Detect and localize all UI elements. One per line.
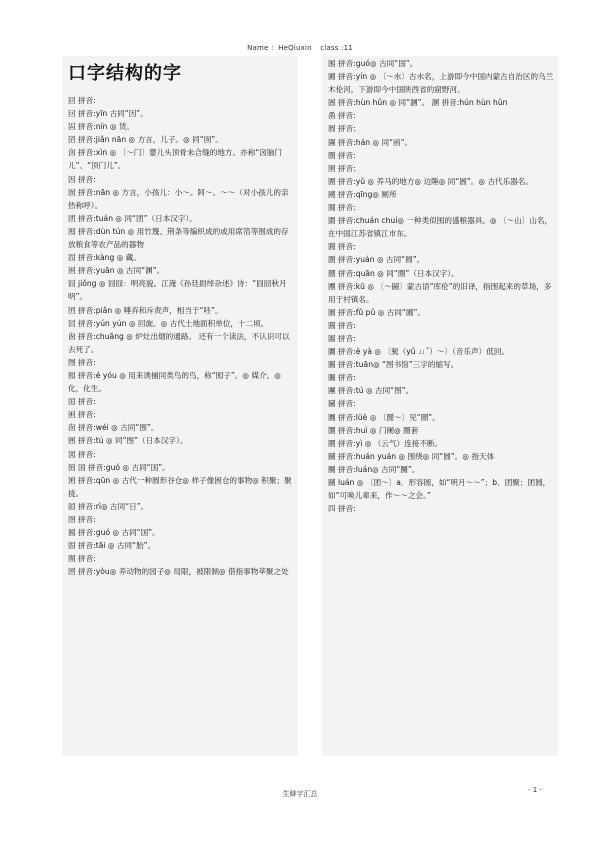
character-entry: 囿 拼音: [68, 554, 96, 564]
character-entry: 囦 拼音:yuān ◎ 古同“渊”。 [68, 266, 165, 276]
character-entry: 圜 拼音:yì ◎ （云气）连接不断。 [328, 438, 443, 448]
character-entry: 圔 拼音: [328, 333, 356, 343]
character-entry: 圞 拼音:luán◎ 古同“圞”。 [328, 464, 420, 474]
character-entry: 囯 拼音: [68, 397, 96, 407]
character-entry: 困 拼音: [68, 410, 96, 420]
character-entry: 圛 拼音:huì ◎ 门阑◎ 圈套 [328, 425, 419, 435]
character-entry: 團 拼音:tú ◎ 古同“图”。 [328, 386, 414, 396]
character-entry: 圖 拼音:tuān◎ “图书馆”三字的缩写。 [328, 360, 459, 370]
character-entry: 圑 拼音:kū ◎ 〔～圙〕蒙古语“库伦”的旧译，指围起来的草场，多用于村镇名。 [328, 281, 552, 304]
character-entry: 囜 拼音:nín ◎ 赁。 [68, 122, 135, 132]
character-entry: 圅 拼音: [328, 111, 356, 121]
character-entry: 圚 拼音:lüè ◎ 〔圐～〕见“圐”。 [328, 412, 440, 422]
character-entry: 囱 拼音:wéi ◎ 古同“围”。 [68, 423, 159, 433]
character-entry: 四 拼音: [328, 504, 356, 514]
character-entry: 囲 拼音:tú ◎ 同“图”（日本汉字）。 [68, 436, 188, 446]
left-entry-list [62, 94, 298, 578]
character-entry: 囮 拼音:é yóu ◎ 用来诱捕同类鸟的鸟，称“囮子”。◎ 媒介。◎ 化，化生。 [68, 370, 281, 394]
character-entry: 國 拼音:qīng◎ 厕所 [328, 189, 397, 199]
character-entry: 圏 拼音:yuán ◎ 古同“圆”。 [328, 255, 425, 265]
character-entry: 囡 拼音:nān ◎ 方言，小孩儿：小～。阿～。～～（对小孩儿的亲热称呼）。 [68, 187, 289, 210]
header-name: Name ：HeQiuxin [247, 44, 312, 52]
character-entry: 圉 拼音: [328, 163, 356, 173]
right-column [322, 56, 558, 756]
character-entry: 囷 拼音:qūn ◎ 古代一种圆形谷仓◎ 样子像困仓的事物◎ 积聚；聚拢。 [68, 475, 292, 498]
character-entry: 囤 拼音:dùn tún ◎ 用竹篾、荆条等编织成的或用席箔等围成的存放粮食等农产品的器物 [68, 226, 289, 250]
character-entry: 圃 拼音:yín ◎ 〔～水〕古水名，上游即今中国内蒙古自治区的乌兰木伦河，下游即今中国陕西省的窟野河。 [328, 72, 554, 95]
character-entry: 圀 拼音:yòu◎ 养动物的园子◎ 局限，被限制◎ 借指事物萃聚之处 [68, 567, 289, 577]
character-entry: 囪 拼音:chuāng ◎ 炉灶出烟的通路。 还有一个读法，不认识可以去死了。 [68, 331, 290, 354]
character-entry: 团 拼音:tuán ◎ 同“团”（日本汉字）。 [68, 213, 197, 223]
character-entry: 図 拼音: [68, 449, 96, 459]
character-entry: 圎 拼音: [328, 242, 356, 252]
page-number: - 1 - [528, 786, 542, 794]
character-entry: 囥 拼音:kàng ◎ 藏。 [68, 253, 141, 263]
character-entry: 囟 拼音:xìn ◎ 〔～门〕婴儿头顶骨未合缝的地方。亦称“囟脑门儿”、“顶门儿”。 [68, 148, 283, 171]
document-title: 口字结构的字 [68, 63, 182, 84]
character-entry: 囶 国 拼音:guó ◎ 古同“国”。 [68, 462, 170, 472]
character-entry: 園 拼音:fǔ pǔ ◎ 古同“圃”。 [328, 307, 425, 317]
character-entry: 圊 拼音:yǔ ◎ 养马的地方◎ 边陲◎ 同“圄”。◎ 古代乐器名。 [328, 176, 533, 186]
character-entry: 囻 拼音:guó ◎ 古同“国”。 [68, 528, 160, 538]
character-entry: 圙 拼音: [328, 399, 356, 409]
character-entry: 因 拼音: [68, 174, 96, 184]
character-entry: 回 拼音: [68, 96, 96, 105]
right-entry-list [322, 56, 558, 515]
character-entry: 囙 拼音:yīn 古同“因”。 [68, 109, 148, 119]
character-entry: 囹 拼音: [68, 515, 96, 524]
character-entry: 囩 拼音:yún yún ◎ 回旋。◎ 古代土地面积单位，十二顷。 [68, 318, 269, 328]
character-entry: 圓 拼音: [328, 320, 356, 330]
character-entry: 圐 拼音:quān ◎ 同“圈”（日本汉字）。 [328, 268, 459, 278]
character-entry: 圗 拼音: [328, 373, 356, 383]
character-entry: 圕 拼音:è yà ◎ 〔窫（yǔ ㄩˇ）～〕（音乐声）低回。 [328, 347, 510, 357]
character-entry: 圆 拼音: [328, 124, 356, 134]
character-entry: 囫 拼音: [68, 357, 96, 367]
character-entry: 圄 拼音:hùn hǔn ◎ 同“溷”。 溷 拼音:hún hùn hǔn [328, 98, 508, 108]
character-entry: 圍 拼音:chuán chuí◎ 一种类似囤的盛粮器具。◎ 〔～山〕山名，在中国江苏省镇江市东。 [328, 216, 553, 239]
character-entry: 圝 拼音:huán yuán ◎ 围绕◎ 同“圆”。◎ 指天体 [328, 451, 495, 461]
character-entry: 囧 jiǒng ◎ 囧囧：明亮貌。江淹《孙廷尉绰杂述》诗：“囧囧秋月明”。 [68, 279, 287, 302]
left-column [62, 56, 298, 756]
character-entry: 囝 拼音:jiǎn nān ◎ 方言，儿子。◎ 同“囡”。 [68, 135, 223, 145]
footer-title: 生僻字汇总 [282, 790, 318, 798]
character-entry: 圈 拼音: [328, 150, 356, 160]
character-entry: 囨 拼音:piǎn ◎ 唾弃和斥责声，相当于“呸”。 [68, 305, 223, 315]
character-entry: 圝 luán ◎ 〔团～〕a．形容圆，如“明月～～”；b．团聚；团圆，如“可唤儿辈来，作～～之会。” [328, 478, 551, 501]
character-entry: 囸 拼音:rì◎ 古同“日”。 [68, 501, 149, 511]
character-entry: 圂 拼音:guó◎ 古同“国”。 [328, 59, 418, 68]
header-class: class :11 [320, 44, 353, 52]
character-entry: 圌 拼音: [328, 203, 356, 213]
page-header [0, 43, 600, 53]
character-entry: 固 拼音:tāi ◎ 古同“胎”。 [68, 541, 156, 551]
character-entry: 圇 拼音:hán ◎ 同“函”。 [328, 137, 413, 147]
